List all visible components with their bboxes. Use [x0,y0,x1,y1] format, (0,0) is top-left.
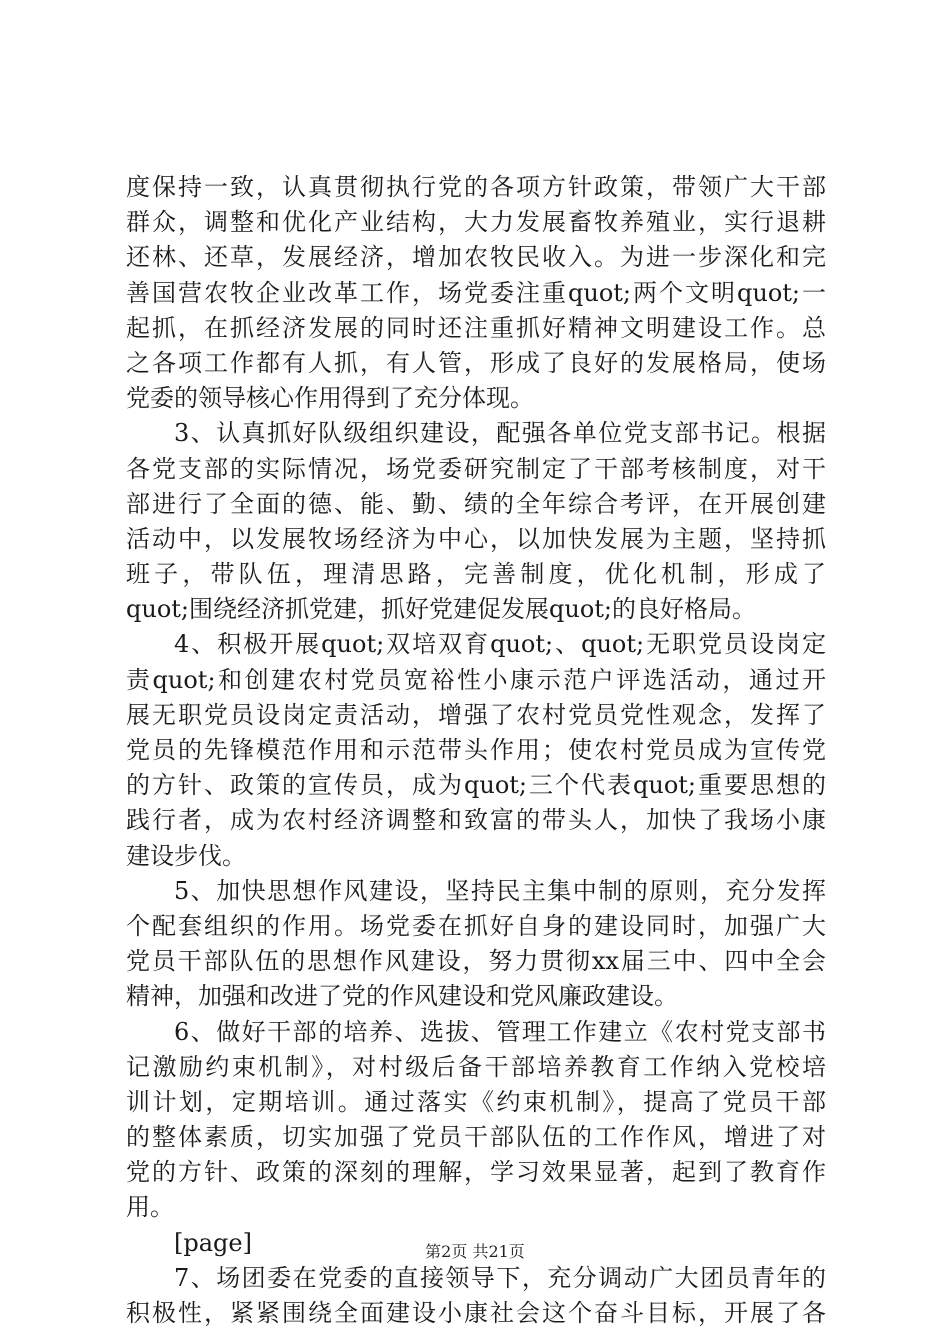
text-line: 7、场团委在党委的直接领导下，充分调动广大团员青年的 [174,1263,826,1292]
text-line: 个配套组织的作用。场党委在抓好自身的建设同时，加强广大 [126,911,826,940]
text-line: 党员干部队伍的思想作风建设，努力贯彻xx届三中、四中全会 [126,947,826,976]
text-line: 起抓，在抓经济发展的同时还注重抓好精神文明建设工作。总 [126,313,826,342]
text-line: 展无职党员设岗定责活动，增强了农村党员党性观念，发挥了 [126,700,826,729]
text-line: 还林、还草，发展经济，增加农牧民收入。为进一步深化和完 [126,243,826,272]
text-line: 的方针、政策的宣传员，成为quot;三个代表quot;重要思想的 [126,771,826,800]
text-line: 5、加快思想作风建设，坚持民主集中制的原则，充分发挥 [174,876,826,905]
text-line: 记激励约束机制》，对村级后备干部培养教育工作纳入党校培 [126,1052,826,1081]
text-line: 积极性，紧紧围绕全面建设小康社会这个奋斗目标，开展了各 [126,1299,826,1327]
text-line: 班子，带队伍，理清思路，完善制度，优化机制，形成了 [126,560,826,589]
text-line: 党委的领导核心作用得到了充分体现。 [126,384,534,413]
text-line: quot;围绕经济抓党建，抓好党建促发展quot;的良好格局。 [126,595,756,624]
text-line: 党的方针、政策的深刻的理解，学习效果显著，起到了教育作 [126,1158,826,1187]
text-line: 建设步伐。 [126,841,246,870]
text-line: 用。 [126,1193,174,1222]
text-line: 的整体素质，切实加强了党员干部队伍的工作作风，增进了对 [126,1123,826,1152]
text-line: 4、积极开展quot;双培双育quot;、quot;无职党员设岗定 [174,630,826,659]
text-line: [page] [174,1228,252,1257]
text-line: 善国营农牧企业改革工作，场党委注重quot;两个文明quot;一 [126,278,826,307]
text-line: 度保持一致，认真贯彻执行党的各项方针政策，带领广大干部 [126,173,826,201]
text-line: 活动中，以发展牧场经济为中心，以加快发展为主题，坚持抓 [126,524,826,553]
text-line: 群众，调整和优化产业结构，大力发展畜牧养殖业，实行退耕 [126,208,826,237]
text-line: 之各项工作都有人抓，有人管，形成了良好的发展格局，使场 [126,348,826,377]
document-body [126,170,826,1331]
text-line: 训计划，定期培训。通过落实《约束机制》，提高了党员干部 [126,1087,826,1116]
text-line: 部进行了全面的德、能、勤、绩的全年综合考评，在开展创建 [126,489,826,518]
text-line: 各党支部的实际情况，场党委研究制定了干部考核制度，对干 [126,454,826,483]
text-line: 践行者，成为农村经济调整和致富的带头人，加快了我场小康 [126,806,826,835]
text-line: 3、认真抓好队级组织建设，配强各单位党支部书记。根据 [174,419,826,448]
text-line: 党员的先锋模范作用和示范带头作用；使农村党员成为宣传党 [126,736,826,764]
text-line: 责quot;和创建农村党员宽裕性小康示范户评选活动，通过开 [126,665,826,694]
page-footer: 第2页 共21页 [425,1242,525,1261]
text-line: 精神，加强和改进了党的作风建设和党风廉政建设。 [126,982,678,1011]
text-line: 6、做好干部的培养、选拔、管理工作建立《农村党支部书 [174,1017,826,1046]
